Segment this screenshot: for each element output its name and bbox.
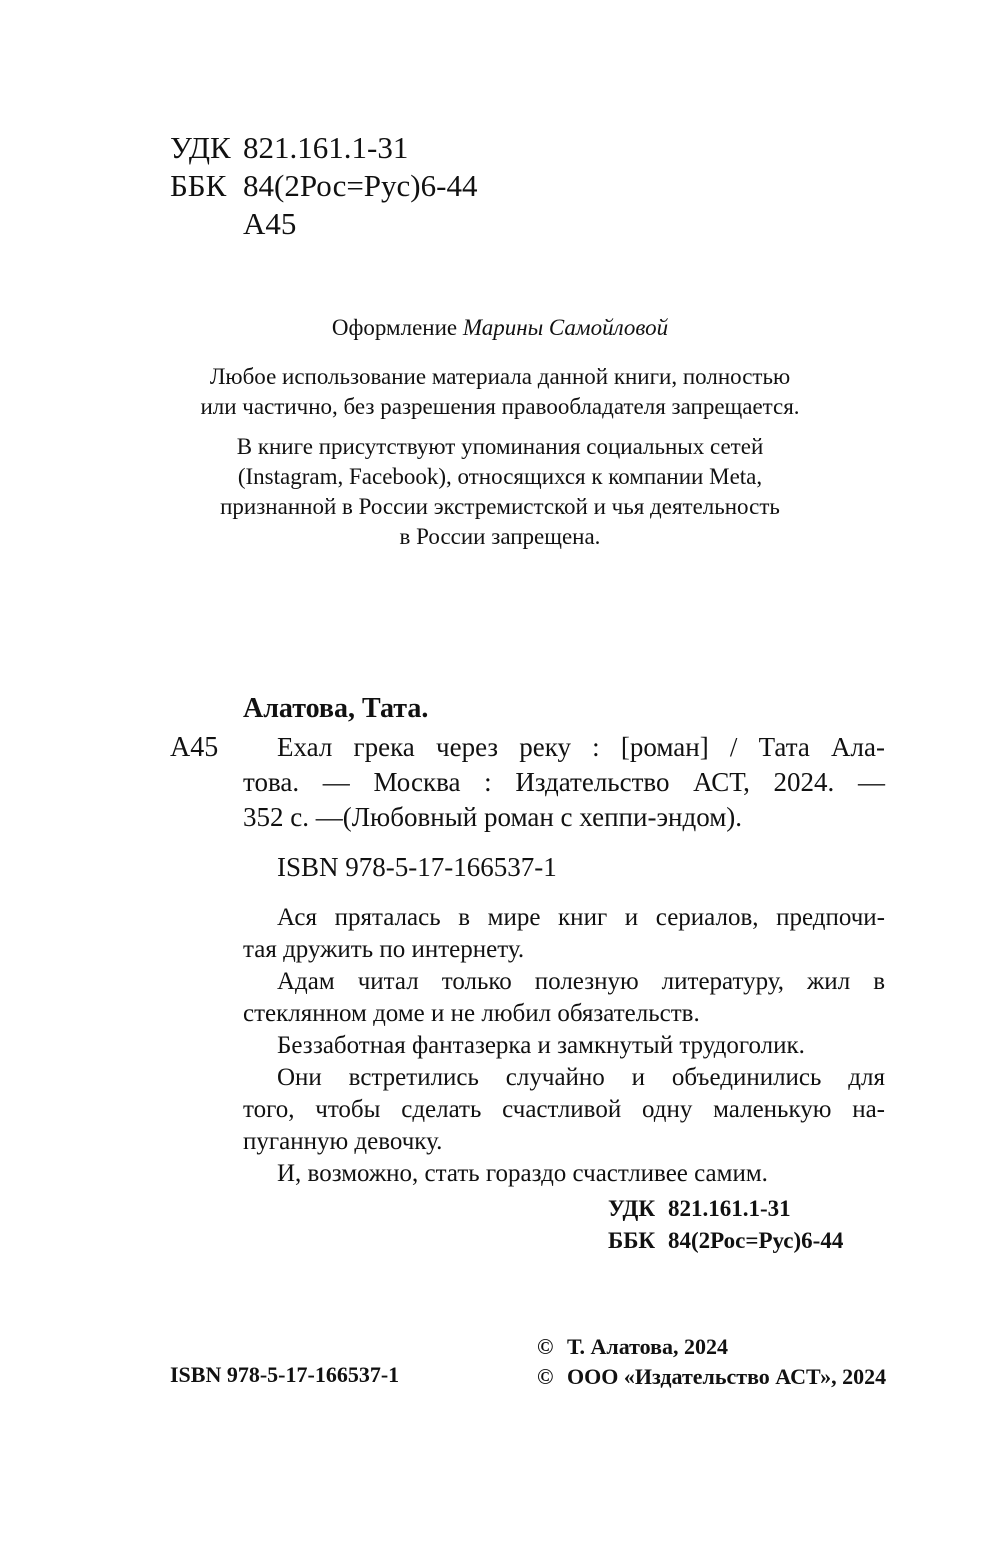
bbk-value: 84(2Рос=Рус)6-44 — [243, 168, 478, 203]
notice-line: или частично, без разрешения правообладателя запрещается. — [200, 394, 800, 419]
copyright-publisher: ООО «Издательство АСТ», 2024 — [567, 1364, 887, 1389]
copyright-block — [537, 1332, 886, 1392]
bbk-value: 84(2Рос=Рус)6-44 — [668, 1228, 844, 1253]
annotation-line: Беззаботная фантазерка и замкнутый трудоголик. — [277, 1032, 805, 1059]
annotation-line: тая дружить по интернету. — [243, 936, 525, 963]
design-prefix: Оформление — [331, 315, 458, 340]
author-heading: Алатова, Тата. — [243, 693, 429, 724]
annotation — [243, 902, 885, 1190]
notice-line: признанной в России экстремистской и чья деятельность — [220, 494, 780, 519]
notice-line: В книге присутствуют упоминания социальных сетей — [236, 434, 764, 459]
udk-value: 821.161.1-31 — [668, 1196, 791, 1221]
design-credit — [130, 313, 870, 343]
bbk-label: ББК — [170, 168, 227, 203]
annotation-line: Адам читал только полезную литературу, жил в — [277, 968, 885, 995]
bbk-label: ББК — [608, 1228, 656, 1253]
notice-line: (Instagram, Facebook), относящихся к компании Meta, — [237, 464, 763, 489]
copyright-symbol: © — [537, 1334, 554, 1359]
notice-line: Любое использование материала данной книги, полностью — [209, 364, 791, 389]
annotation-line: Они встретились случайно и объединились для — [277, 1064, 885, 1091]
annotation-line: Ася пряталась в мире книг и сериалов, предпочи- — [277, 904, 885, 931]
classification-codes-right — [608, 1193, 843, 1257]
meta-notice — [130, 432, 870, 552]
annotation-line: того, чтобы сделать счастливой одну маленькую на- — [243, 1096, 885, 1123]
bibliographic-description — [243, 730, 885, 835]
annotation-line: И, возможно, стать гораздо счастливее самим. — [277, 1160, 768, 1187]
copyright-notice — [130, 362, 870, 422]
notice-line: в России запрещена. — [399, 524, 601, 549]
copyright-author: Т. Алатова, 2024 — [567, 1334, 728, 1359]
footer-isbn: ISBN 978-5-17-166537-1 — [170, 1362, 400, 1387]
bib-author-mark: А45 — [170, 732, 219, 763]
udk-label: УДК — [608, 1196, 656, 1221]
annotation-line: пуганную девочку. — [243, 1128, 443, 1155]
author-mark: А45 — [243, 206, 297, 241]
bib-line: Ехал грека через реку : [роман] / Тата Ала- — [277, 732, 885, 762]
bib-line: 352 с. —(Любовный роман с хеппи-эндом). — [243, 802, 743, 832]
bib-line: това. — Москва : Издательство АСТ, 2024. — — [243, 767, 885, 797]
isbn: ISBN 978-5-17-166537-1 — [277, 852, 557, 882]
copyright-symbol: © — [537, 1364, 554, 1389]
designer-name: Марины Самойловой — [462, 315, 669, 340]
udk-label: УДК — [170, 130, 231, 165]
annotation-line: стеклянном доме и не любил обязательств. — [243, 1000, 700, 1027]
udk-value: 821.161.1-31 — [243, 130, 409, 165]
